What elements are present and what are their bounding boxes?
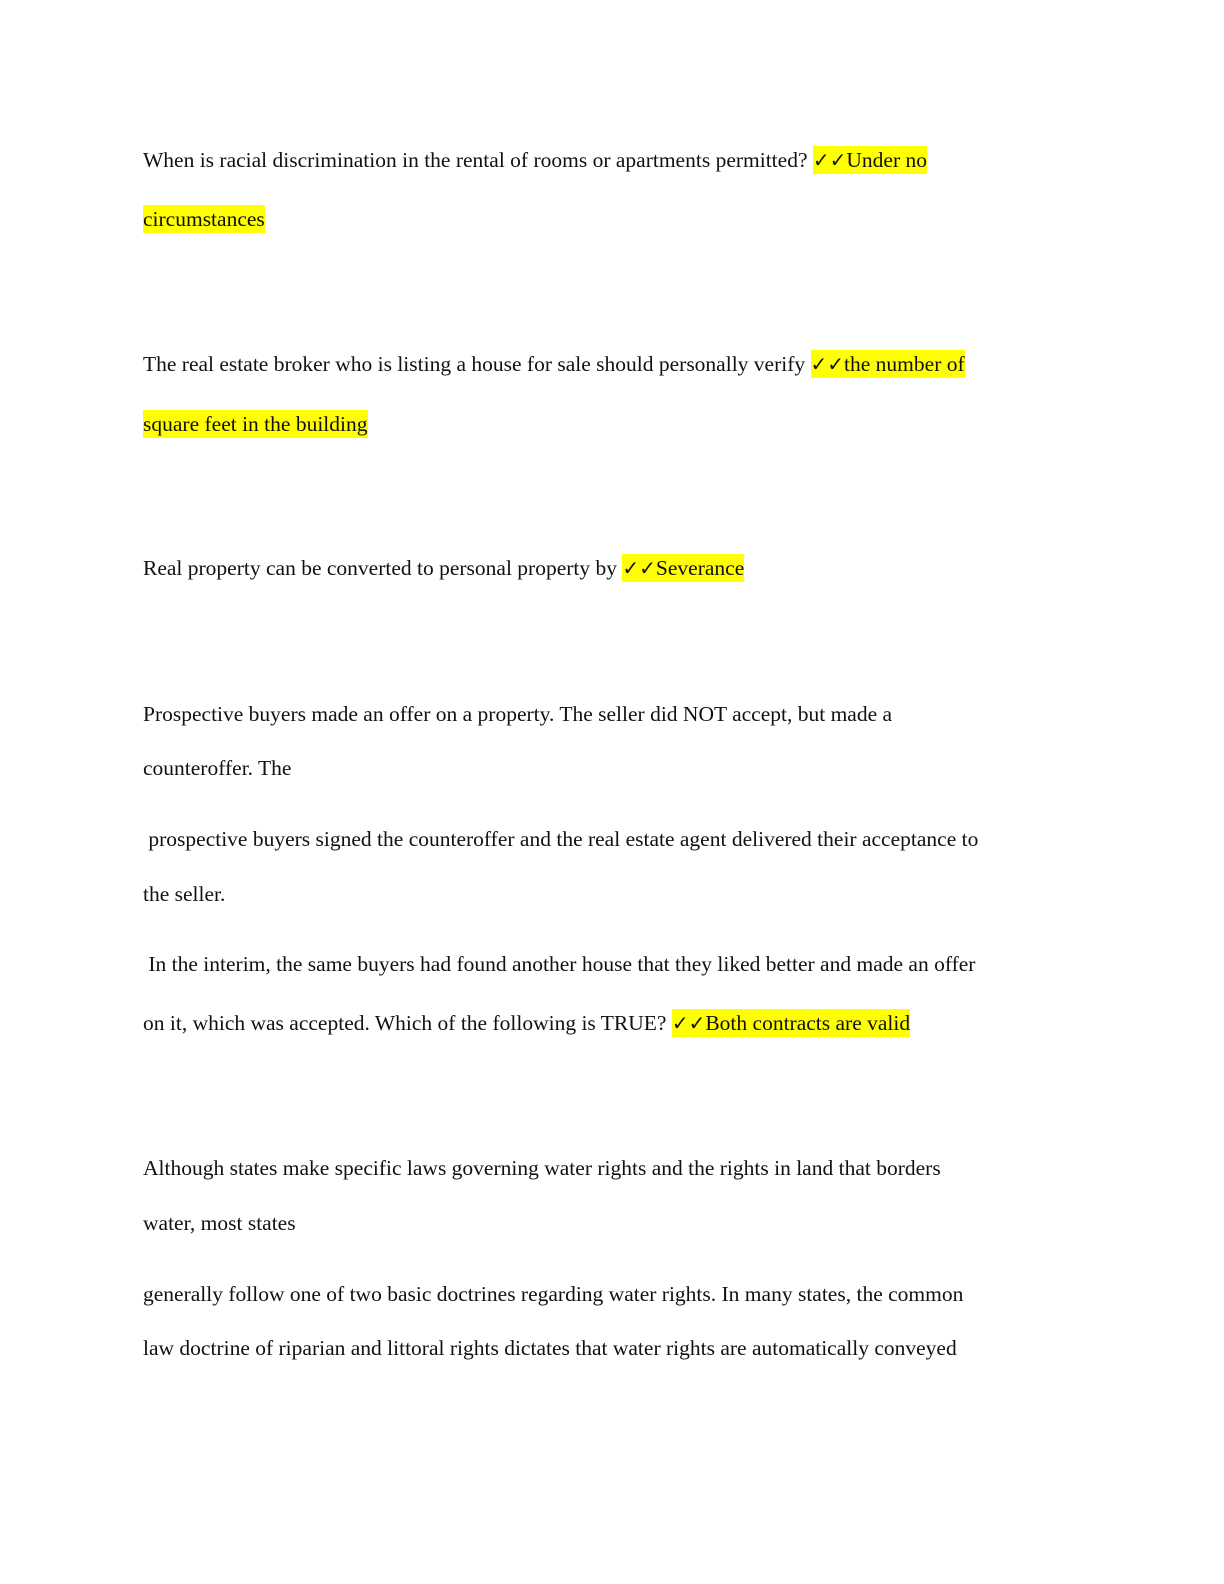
question-4-line-6 — [143, 1006, 910, 1040]
question-1-text: When is racial discrimination in the rental of rooms or apartments permitted? — [143, 148, 813, 172]
question-4-line-2: counteroffer. The — [143, 756, 292, 780]
check-mark-icon: ✓✓ — [671, 1011, 706, 1035]
answer-2-text: the number of — [844, 352, 965, 376]
question-4-line-1: Prospective buyers made an offer on a property. The seller did NOT accept, but made a — [143, 702, 893, 726]
question-5-line-2: water, most states — [143, 1211, 296, 1235]
question-5-line-3: generally follow one of two basic doctrines regarding water rights. In many states, the common — [143, 1282, 964, 1306]
question-5-line-1: Although states make specific laws governing water rights and the rights in land that borders — [143, 1156, 941, 1180]
answer-1-highlight — [813, 146, 927, 174]
answer-3-highlight — [622, 554, 744, 582]
check-mark-icon: ✓✓ — [810, 352, 845, 376]
answer-1-line-2 — [143, 202, 265, 236]
answer-3-text: Severance — [655, 556, 745, 580]
answer-2-highlight — [811, 350, 965, 378]
answer-2-line-2 — [143, 407, 368, 441]
question-4-text: on it, which was accepted. Which of the following is TRUE? — [143, 1011, 672, 1035]
question-3-text: Real property can be converted to personal property by — [143, 556, 623, 580]
question-4-line-3: prospective buyers signed the counteroffer and the real estate agent delivered their acceptance to — [143, 827, 979, 851]
answer-2-continuation: square feet in the building — [143, 412, 368, 436]
question-2-line-1 — [143, 347, 965, 381]
answer-1-text: Under no — [846, 148, 927, 172]
question-4-line-4: the seller. — [143, 882, 226, 906]
answer-4-text: Both contracts are valid — [705, 1011, 911, 1035]
question-3-line-1 — [143, 551, 744, 585]
question-5-line-4: law doctrine of riparian and littoral rights dictates that water rights are automatically conveyed — [143, 1336, 957, 1360]
answer-1-continuation: circumstances — [143, 207, 265, 231]
check-mark-icon: ✓✓ — [622, 556, 656, 580]
question-1-line-1 — [143, 143, 927, 177]
question-2-text: The real estate broker who is listing a house for sale should personally verify — [143, 352, 811, 376]
question-4-line-5: In the interim, the same buyers had found another house that they liked better and made an offer — [143, 952, 976, 976]
answer-4-highlight — [672, 1009, 910, 1037]
check-mark-icon: ✓✓ — [812, 148, 847, 172]
